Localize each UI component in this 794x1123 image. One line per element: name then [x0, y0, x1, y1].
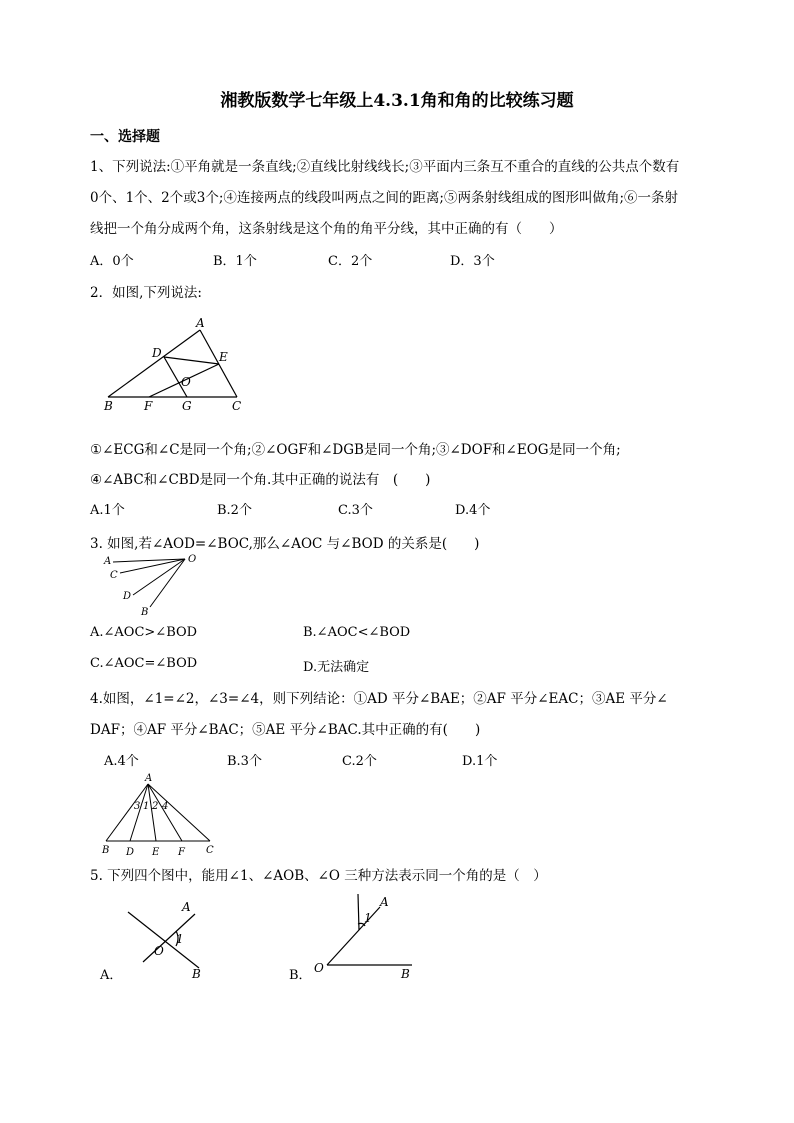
q4-option-d: D.1个 [462, 754, 498, 769]
label-angle-2: 2 [152, 801, 159, 812]
label-d: D [152, 346, 162, 360]
q5-stem: 5. 下列四个图中，能用∠1、∠AOB、∠O 三种方法表示同一个角的是（ ） [90, 868, 547, 884]
q2-option-b: B.2个 [217, 503, 252, 518]
label-g: G [182, 399, 192, 413]
q2-line1: ①∠ECG和∠C是同一个角;②∠OGF和∠DGB是同一个角;③∠DOF和∠EOG是同一个角; [90, 442, 621, 458]
q3-option-c: C.∠AOC=∠BOD [90, 656, 198, 671]
q1-line3: 线把一个角分成两个角，这条射线是这个角的角平分线，其中正确的有（ ） [90, 221, 563, 237]
q2-line2: ④∠ABC和∠CBD是同一个角.其中正确的说法有 ( ) [90, 472, 431, 488]
extra-line [358, 894, 359, 930]
label-c: C [232, 399, 242, 413]
label-a: A [196, 316, 205, 330]
page-title: 湘教版数学七年级上4.3.1角和角的比较练习题 [220, 91, 574, 111]
label-o: O [188, 554, 197, 565]
label-a: A [145, 773, 153, 784]
ray-oa [327, 907, 380, 965]
label-b: B [102, 845, 110, 856]
q2-stem: 2．如图,下列说法: [90, 285, 202, 301]
q2-option-c: C.3个 [338, 503, 373, 518]
label-b: B [141, 607, 149, 618]
label-angle-1: 1 [143, 801, 150, 812]
label-d: D [123, 591, 132, 602]
q1-option-d: D．3个 [450, 254, 495, 269]
label-o: O [314, 961, 324, 975]
label-angle-1: 1 [364, 911, 372, 925]
q1-option-c: C．2个 [328, 254, 373, 269]
section-heading: 一、选择题 [90, 129, 160, 145]
q1-line1: 1、下列说法:①平角就是一条直线;②直线比射线线长;③平面内三条互不重合的直线的公共点个数有 [90, 159, 680, 175]
label-c: C [110, 570, 118, 581]
q3-option-a: A.∠AOC>∠BOD [90, 625, 198, 640]
q2-option-d: D.4个 [455, 503, 491, 518]
q5-option-b: B． [289, 968, 312, 983]
label-a: A [182, 900, 191, 914]
q1-option-a: A．0个 [90, 254, 134, 269]
label-b: B [104, 399, 113, 413]
q1-line2: 0个、1个、2个或3个;④连接两点的线段叫两点之间的距离;⑤两条射线组成的图形叫做角;⑥一条射 [90, 190, 679, 206]
label-c: C [206, 845, 214, 856]
label-d: D [126, 847, 135, 858]
label-angle-3: 3 [134, 801, 141, 812]
label-o: O [154, 944, 164, 958]
q5-option-a: A． [100, 968, 123, 983]
q4-option-c: C.2个 [342, 754, 377, 769]
q3-stem: 3. 如图,若∠AOD=∠BOC,那么∠AOC 与∠BOD 的关系是( ) [90, 536, 480, 552]
label-angle-1: 1 [176, 932, 184, 946]
q4-line1: 4.如图，∠1=∠2，∠3=∠4，则下列结论：①AD 平分∠BAE；②AF 平分∠EAC；③AE 平分∠ [90, 691, 668, 707]
q3-option-d: D.无法确定 [303, 660, 370, 675]
label-b: B [401, 967, 410, 981]
label-f: F [178, 847, 185, 858]
label-e: E [219, 350, 228, 364]
label-a: A [380, 895, 389, 909]
q2-option-a: A.1个 [90, 503, 125, 518]
label-a: A [104, 556, 112, 567]
label-e: E [152, 847, 160, 858]
label-o: O [181, 375, 191, 389]
q4-option-a: A.4个 [104, 754, 139, 769]
label-angle-4: 4 [162, 801, 169, 812]
label-b: B [192, 967, 201, 981]
q4-option-b: B.3个 [227, 754, 262, 769]
q4-line2: DAF；④AF 平分∠BAC；⑤AE 平分∠BAC.其中正确的有( ) [90, 722, 481, 738]
label-f: F [144, 399, 153, 413]
q3-option-b: B.∠AOC<∠BOD [303, 625, 411, 640]
q1-option-b: B．1个 [213, 254, 257, 269]
